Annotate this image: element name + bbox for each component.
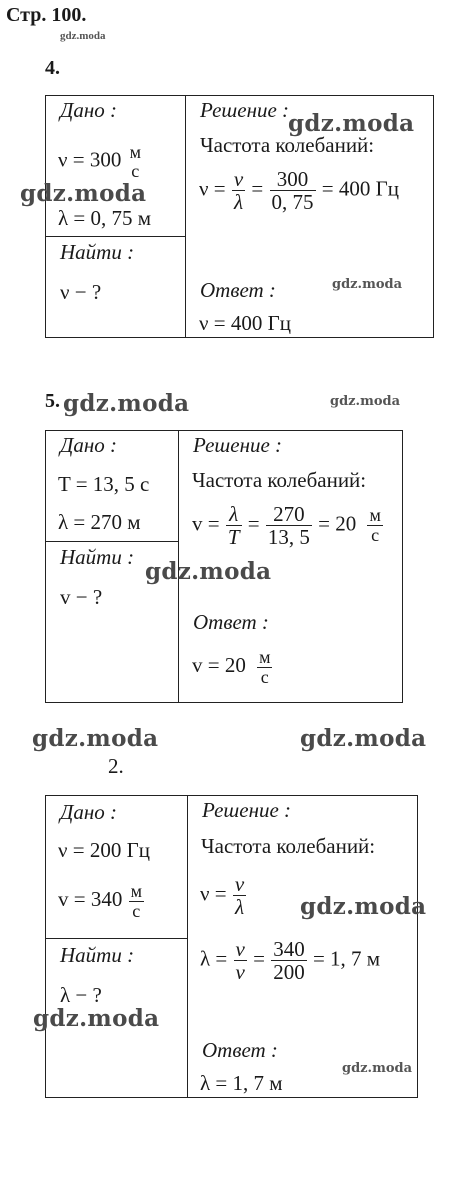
watermark: gdz.moda <box>300 893 427 920</box>
p5-speed-unit-den: с <box>367 525 382 545</box>
p5-fraction-2-num: 270 <box>273 502 305 526</box>
p5-formula <box>192 503 384 548</box>
p4-answer-value: ν = 400 Гц <box>199 311 291 335</box>
problem-2-given-find-divider <box>45 938 187 939</box>
p5-answer-label: Ответ : <box>193 610 269 634</box>
p2-formula-1-lhs: ν = <box>200 881 227 906</box>
p4-fraction-2 <box>270 168 316 213</box>
p2-formula-1-fraction <box>233 873 246 918</box>
p4-formula <box>199 168 399 213</box>
p2-formula-1 <box>200 873 247 918</box>
p4-fraction-1-num: v <box>233 167 244 191</box>
p2-formula-2-eq: = <box>253 946 265 971</box>
p5-answer-unit <box>257 648 272 687</box>
p4-solution-label: Решение : <box>200 98 290 122</box>
p2-formula-2-den-1: ν <box>235 960 245 985</box>
problem-4-divider <box>185 95 186 338</box>
p5-fraction-2-den: 13, 5 <box>267 525 310 550</box>
p2-speed-unit-den: с <box>129 901 144 921</box>
p5-solution-label: Решение : <box>193 433 283 457</box>
p5-speed-unit <box>367 506 382 545</box>
p5-given-label: Дано : <box>60 433 118 457</box>
p4-find-label: Найти : <box>60 240 135 264</box>
watermark: gdz.moda <box>145 558 272 585</box>
p4-fraction-1-den: λ <box>232 190 245 213</box>
p2-find-label: Найти : <box>60 943 135 967</box>
small-watermark: gdz.moda <box>60 30 106 42</box>
p4-given-lambda: λ = 0, 75 м <box>58 206 152 230</box>
p5-find-label: Найти : <box>60 545 135 569</box>
watermark: gdz.moda <box>63 390 190 417</box>
p5-fraction-1-den: T <box>227 525 240 550</box>
watermark-small: gdz.moda <box>330 394 401 409</box>
p4-find-value: ν − ? <box>60 280 102 304</box>
p4-solution-text: Частота колебаний: <box>200 133 375 157</box>
watermark: gdz.moda <box>288 110 415 137</box>
p4-speed-unit-num: м <box>129 142 141 162</box>
p2-given-label: Дано : <box>60 800 118 824</box>
p2-formula-1-den: λ <box>233 895 246 918</box>
p2-formula-2-fraction-2 <box>271 938 307 983</box>
problem-2-number: 2. <box>108 754 124 778</box>
watermark: gdz.moda <box>20 180 147 207</box>
p2-answer-value: λ = 1, 7 м <box>200 1071 283 1095</box>
p4-answer-label: Ответ : <box>200 278 276 302</box>
p5-speed-unit-num: м <box>369 505 381 526</box>
watermark: gdz.moda <box>33 1005 160 1032</box>
p2-solution-label: Решение : <box>202 798 292 822</box>
p5-solution-text: Частота колебаний: <box>192 468 367 492</box>
p4-given-speed-left: ν = 300 <box>58 147 122 172</box>
page-title: Стр. 100. <box>6 4 87 26</box>
problem-4-given-find-divider <box>45 236 185 237</box>
p4-given-label: Дано : <box>60 98 118 122</box>
p2-formula-2-result: = 1, 7 м <box>312 946 381 971</box>
problem-5-given-find-divider <box>45 541 178 542</box>
p5-fraction-1 <box>226 503 242 548</box>
p2-formula-1-num: v <box>234 872 245 896</box>
p2-given-frequency: ν = 200 Гц <box>58 838 150 862</box>
p2-formula-2-fraction-1 <box>234 938 247 983</box>
problem-2-divider <box>187 795 188 1098</box>
p2-speed-unit-num: м <box>130 881 142 901</box>
p2-given-speed-left: v = 340 <box>58 887 123 912</box>
p5-find-value: v − ? <box>60 585 103 609</box>
p2-formula-2-num-1: v <box>235 937 245 961</box>
watermark: gdz.moda <box>300 725 427 752</box>
p4-fraction-2-num: 300 <box>276 167 309 191</box>
p2-answer-label: Ответ : <box>202 1038 278 1062</box>
p2-find-value: λ − ? <box>60 983 102 1007</box>
p2-solution-text: Частота колебаний: <box>201 834 376 858</box>
problem-5-number: 5. <box>45 390 60 412</box>
p2-given-speed <box>58 882 145 921</box>
problem-4-number: 4. <box>45 57 60 79</box>
p5-given-period: T = 13, 5 с <box>58 472 150 496</box>
p4-formula-result: = 400 Гц <box>321 176 399 201</box>
p4-speed-unit-den: с <box>131 160 140 181</box>
p4-given-speed <box>58 143 144 181</box>
watermark-small: gdz.moda <box>332 277 403 292</box>
watermark-small: gdz.moda <box>342 1061 413 1076</box>
p5-answer-unit-num: м <box>259 647 271 667</box>
p5-formula-lhs: v = <box>192 511 220 536</box>
p2-formula-2-den-2: 200 <box>273 960 305 985</box>
p2-formula-2-lhs: λ = <box>200 946 228 971</box>
p5-fraction-2 <box>266 503 312 548</box>
p5-answer-left: v = 20 <box>192 653 246 678</box>
watermark: gdz.moda <box>32 725 159 752</box>
p2-formula-2-num-2: 340 <box>273 937 305 961</box>
p5-answer-unit-den: с <box>257 667 272 687</box>
p2-speed-unit <box>129 882 144 921</box>
p5-given-lambda: λ = 270 м <box>58 510 141 534</box>
p5-formula-eq: = <box>247 511 260 536</box>
p4-formula-lhs: ν = <box>199 176 226 201</box>
p2-formula-2 <box>200 938 380 983</box>
p4-speed-unit <box>128 143 143 181</box>
p4-fraction-2-den: 0, 75 <box>271 190 314 215</box>
p5-answer-value <box>192 648 273 687</box>
p5-formula-result: = 20 <box>318 511 357 536</box>
p5-fraction-1-num: λ <box>229 502 239 526</box>
p4-fraction-1 <box>232 168 245 213</box>
p4-formula-eq: = <box>251 176 264 201</box>
